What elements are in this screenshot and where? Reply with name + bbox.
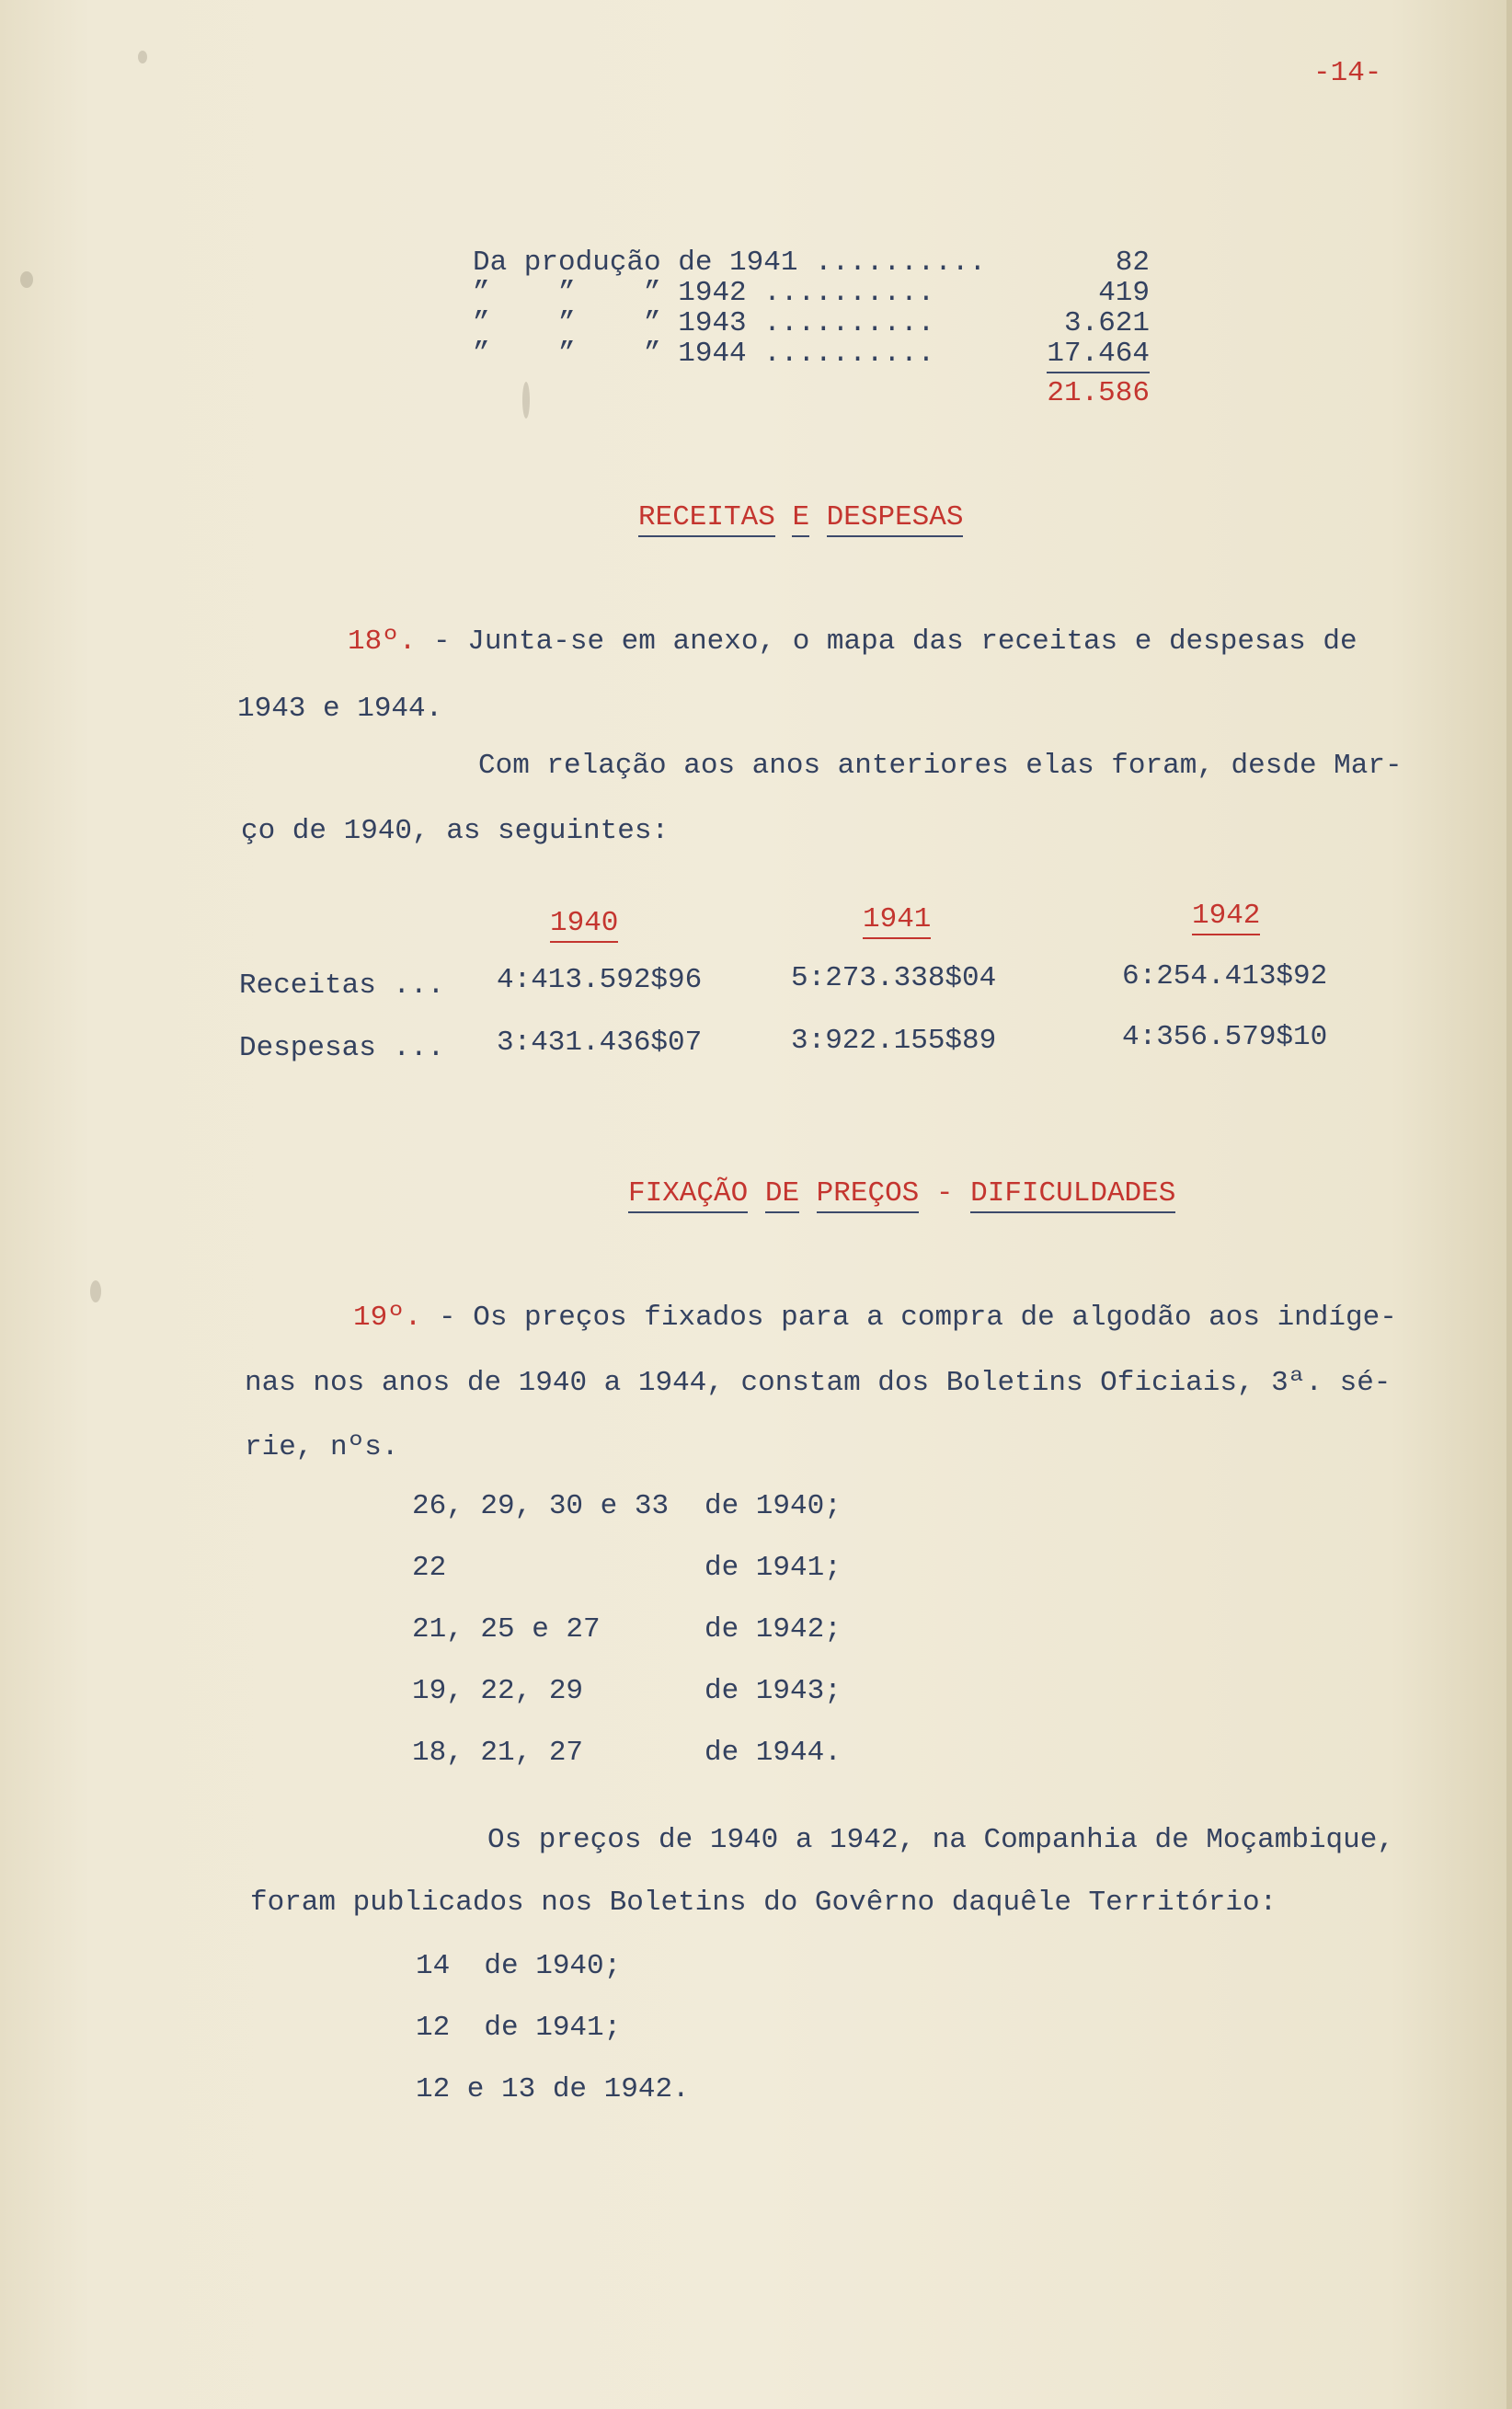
page-number: -14- xyxy=(1313,57,1382,89)
bulletin-numbers: 21, 25 e 27 xyxy=(412,1613,601,1646)
paragraph-mocambique-line2: foram publicados nos Boletins do Govêrno daquêle Território: xyxy=(250,1887,1277,1919)
table-row-label: Despesas ... xyxy=(239,1032,445,1064)
section-heading-fixacao-precos: FIXAÇÃO DE PREÇOS - DIFICULDADES xyxy=(628,1179,1175,1208)
table-cell: 4:413.592$96 xyxy=(497,964,703,996)
paragraph-18b-line1: Com relação aos anos anteriores elas foram, desde Mar- xyxy=(478,750,1403,782)
production-row-label: ” ” ” 1944 .......... xyxy=(473,338,935,370)
paragraph-18-line2: 1943 e 1944. xyxy=(237,693,443,725)
production-row-label: Da produção de 1941 .......... xyxy=(473,247,987,279)
bulletin-year: de 1942; xyxy=(704,1613,842,1646)
mozambique-bulletin-item: 12 e 13 de 1942. xyxy=(416,2073,690,2105)
production-row-value: 419 xyxy=(1098,277,1150,309)
paragraph-18b-line2: ço de 1940, as seguintes: xyxy=(241,815,670,847)
bulletin-numbers: 22 xyxy=(412,1552,447,1584)
production-total: 21.586 xyxy=(1047,377,1150,409)
table-header-year: 1941 xyxy=(863,905,931,934)
table-header-year: 1940 xyxy=(550,909,618,937)
table-cell: 5:273.338$04 xyxy=(791,962,997,994)
paragraph-19-line2: nas nos anos de 1940 a 1944, constam dos Boletins Oficiais, 3ª. sé- xyxy=(245,1367,1392,1399)
paragraph-19-line1: 19º. - Os preços fixados para a compra de algodão aos indíge- xyxy=(353,1302,1397,1334)
paragraph-18-line1: 18º. - Junta-se em anexo, o mapa das receitas e despesas de xyxy=(348,625,1357,658)
paper-stain xyxy=(90,1280,101,1302)
paragraph-mocambique-line1: Os preços de 1940 a 1942, na Companhia de Moçambique, xyxy=(487,1824,1394,1856)
section-heading-receitas-despesas: RECEITAS E DESPESAS xyxy=(638,503,963,532)
production-row-label: ” ” ” 1942 .......... xyxy=(473,277,935,309)
bulletin-numbers: 18, 21, 27 xyxy=(412,1737,584,1769)
bulletin-year: de 1941; xyxy=(704,1552,842,1584)
bulletin-year: de 1944. xyxy=(704,1737,842,1769)
table-header-year: 1942 xyxy=(1192,901,1260,930)
table-cell: 3:431.436$07 xyxy=(497,1027,703,1059)
production-row-value: 82 xyxy=(1115,247,1150,279)
page-edge-shadow xyxy=(1506,0,1512,2409)
production-row-value: 3.621 xyxy=(1063,307,1150,339)
paper-stain xyxy=(522,382,530,419)
bulletin-year: de 1943; xyxy=(704,1675,842,1707)
table-cell: 4:356.579$10 xyxy=(1122,1021,1328,1053)
mozambique-bulletin-item: 12 de 1941; xyxy=(416,2012,622,2044)
paper-stain xyxy=(20,271,33,288)
bulletin-numbers: 26, 29, 30 e 33 xyxy=(412,1490,670,1522)
table-cell: 6:254.413$92 xyxy=(1122,960,1328,992)
mozambique-bulletin-item: 14 de 1940; xyxy=(416,1950,622,1982)
paper-stain xyxy=(138,51,147,63)
bulletin-numbers: 19, 22, 29 xyxy=(412,1675,584,1707)
production-row-value: 17.464 xyxy=(1039,339,1150,368)
table-row-label: Receitas ... xyxy=(239,969,445,1002)
production-row-label: ” ” ” 1943 .......... xyxy=(473,307,935,339)
bulletin-year: de 1940; xyxy=(704,1490,842,1522)
paragraph-19-line3: rie, nºs. xyxy=(245,1431,399,1463)
table-cell: 3:922.155$89 xyxy=(791,1025,997,1057)
